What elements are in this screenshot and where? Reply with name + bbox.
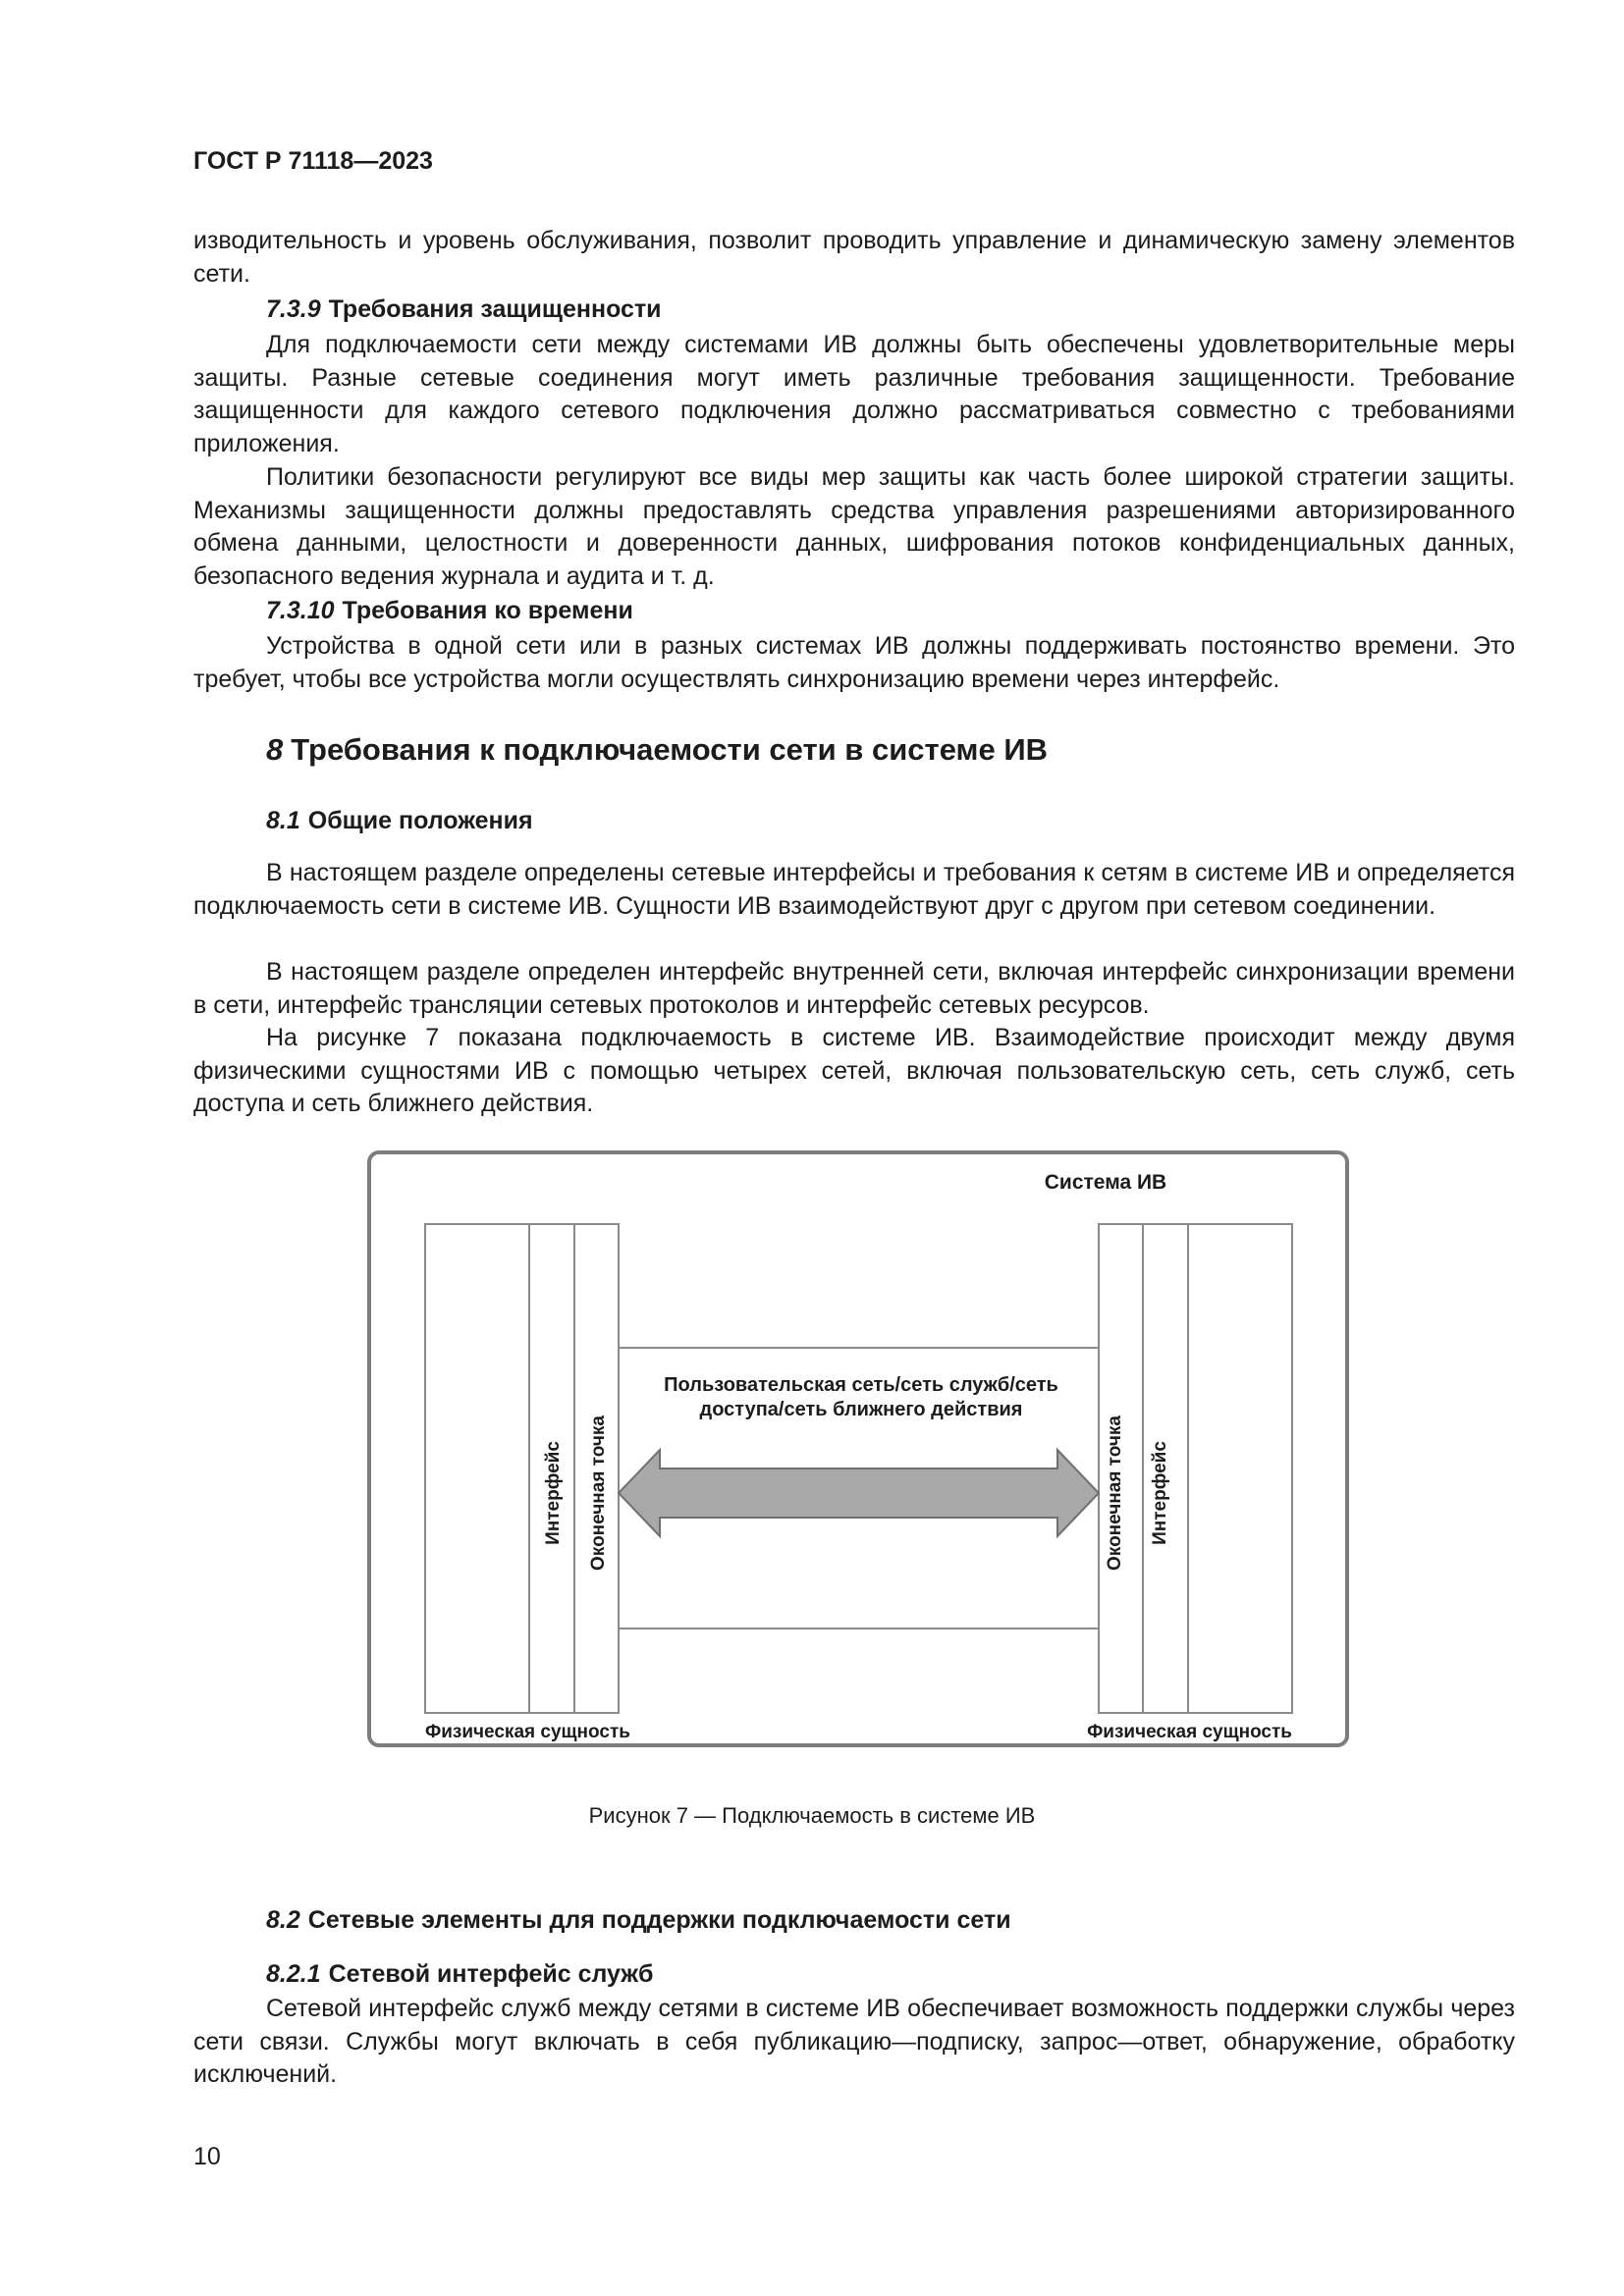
figure-7-diagram <box>365 1148 1351 1749</box>
section-8-1-heading <box>266 807 533 835</box>
document-header: ГОСТ Р 71118—2023 <box>193 147 433 175</box>
section-8-2-1-heading <box>266 1960 653 1989</box>
section-title: Требования ко времени <box>342 597 633 624</box>
paragraph-7-3-9-b: Политики безопасности регулируют все виды мер защиты как часть более широкой стратегии защиты. Механизмы защищенности должны предоставлять средства управления разрешениями авторизированного обмена данными, целостности и доверенности данных, шифрования потоков конфиденциальных данных, безопасного ведения журнала и аудита и т. д. <box>193 463 1515 590</box>
section-title: Сетевые элементы для поддержки подключаемости сети <box>307 1906 1011 1934</box>
section-7-3-9-heading <box>266 295 662 324</box>
section-7-3-10-heading <box>266 597 633 625</box>
section-number: 7.3.10 <box>266 597 335 624</box>
page-number: 10 <box>193 2143 221 2170</box>
section-title: Требования к подключаемости сети в системе ИВ <box>291 732 1048 767</box>
network-label-line1: Пользовательская сеть/сеть служб/сеть <box>664 1374 1058 1396</box>
section-8-heading <box>266 732 1048 768</box>
endpoint-right-label: Оконечная точка <box>1105 1415 1125 1571</box>
section-8-2-heading <box>266 1906 1011 1935</box>
network-label-line2: доступа/сеть ближнего действия <box>699 1399 1023 1420</box>
section-title: Сетевой интерфейс служб <box>328 1960 654 1988</box>
section-title: Общие положения <box>307 807 533 834</box>
paragraph-8-1-b: В настоящем разделе определен интерфейс внутренней сети, включая интерфейс синхронизации времени в сети, интерфейс трансляции сетевых протоколов и интерфейс сетевых ресурсов. <box>193 958 1515 1019</box>
section-title: Требования защищенности <box>328 295 662 323</box>
entity-right-label: Физическая сущность <box>1087 1722 1292 1742</box>
paragraph-8-1-a: В настоящем разделе определены сетевые интерфейсы и требования к сетям в системе ИВ и определяется подключаемость сети в системе ИВ. Сущности ИВ взаимодействуют друг с другом при сетевом соединении. <box>193 859 1515 920</box>
section-number: 8 <box>266 732 284 767</box>
figure-caption: Рисунок 7 — Подключаемость в системе ИВ <box>588 1803 1036 1828</box>
section-number: 8.1 <box>266 807 300 834</box>
section-number: 8.2 <box>266 1906 300 1934</box>
interface-right-label: Интерфейс <box>1150 1441 1170 1545</box>
section-number: 8.2.1 <box>266 1960 321 1988</box>
paragraph-7-3-9-a: Для подключаемости сети между системами ИВ должны быть обеспечены удовлетворительные меры защиты. Разные сетевые соединения могут иметь различные требования защищенности. Требование защищенности для каждого сетевого подключения должно рассматриваться совместно с требованиями приложения. <box>193 331 1515 457</box>
entity-left-label: Физическая сущность <box>425 1722 630 1742</box>
section-number: 7.3.9 <box>266 295 321 323</box>
interface-left-label: Интерфейс <box>543 1441 564 1545</box>
paragraph-7-3-10: Устройства в одной сети или в разных системах ИВ должны поддерживать постоянство времени. Это требует, чтобы все устройства могли осуществлять синхронизацию времени через интерфейс. <box>193 632 1515 693</box>
paragraph-8-2-1: Сетевой интерфейс служб между сетями в системе ИВ обеспечивает возможность поддержки службы через сети связи. Службы могут включать в себя публикацию—подписку, запрос—ответ, обнаружение, обработку исключений. <box>193 1995 1515 2088</box>
system-label: Система ИВ <box>1044 1171 1167 1194</box>
paragraph-continued: изводительность и уровень обслуживания, позволит проводить управление и динамическую замену элементов сети. <box>193 227 1515 288</box>
endpoint-left-label: Оконечная точка <box>588 1415 609 1571</box>
paragraph-8-1-c: На рисунке 7 показана подключаемость в системе ИВ. Взаимодействие происходит между двумя физическими сущностями ИВ с помощью четырех сетей, включая пользовательскую сеть, сеть служб, сеть доступа и сеть ближнего действия. <box>193 1024 1515 1117</box>
right-entity-box <box>1099 1224 1292 1713</box>
